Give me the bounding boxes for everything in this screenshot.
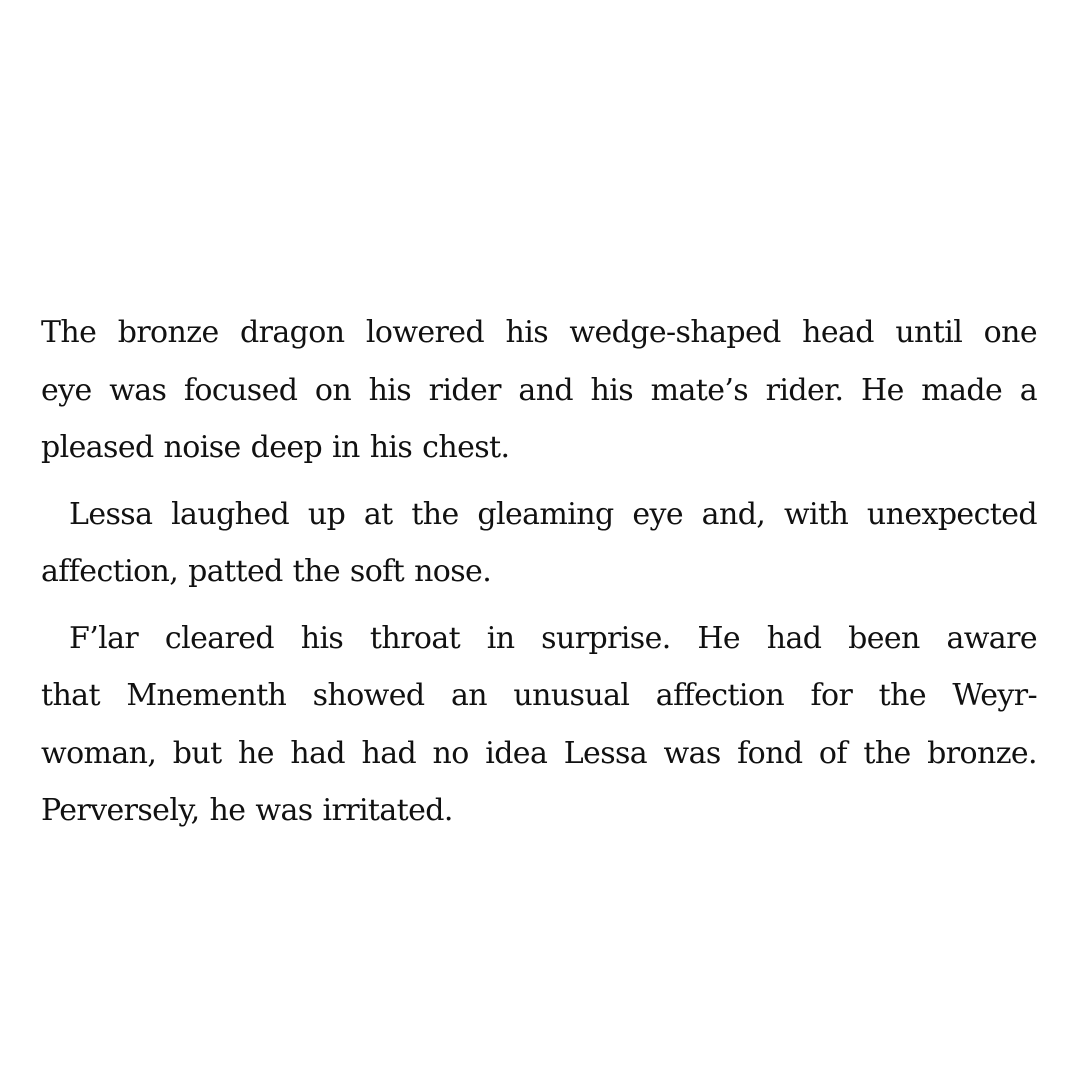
- text-line: Lessa laughed up at the gleaming eye and, with unexpected: [69, 496, 1037, 532]
- paragraph-2: [41, 486, 1037, 601]
- paragraph-1: [41, 304, 1037, 477]
- text-line: pleased noise deep in his chest.: [41, 430, 510, 465]
- text-line: woman, but he had had no idea Lessa was fond of the bronze.: [41, 735, 1037, 771]
- text-line: Perversely, he was irritated.: [41, 793, 453, 828]
- text-line: that Mnementh showed an unusual affection for the Weyr-: [41, 678, 1037, 713]
- book-text: [41, 304, 1037, 840]
- text-line: eye was focused on his rider and his mate’s rider. He made a: [41, 372, 1037, 408]
- text-line: The bronze dragon lowered his wedge-shaped head until one: [41, 315, 1037, 350]
- text-line: affection, patted the soft nose.: [41, 554, 492, 589]
- paragraph-3: [41, 610, 1037, 840]
- text-line: F’lar cleared his throat in surprise. He had been aware: [69, 620, 1037, 656]
